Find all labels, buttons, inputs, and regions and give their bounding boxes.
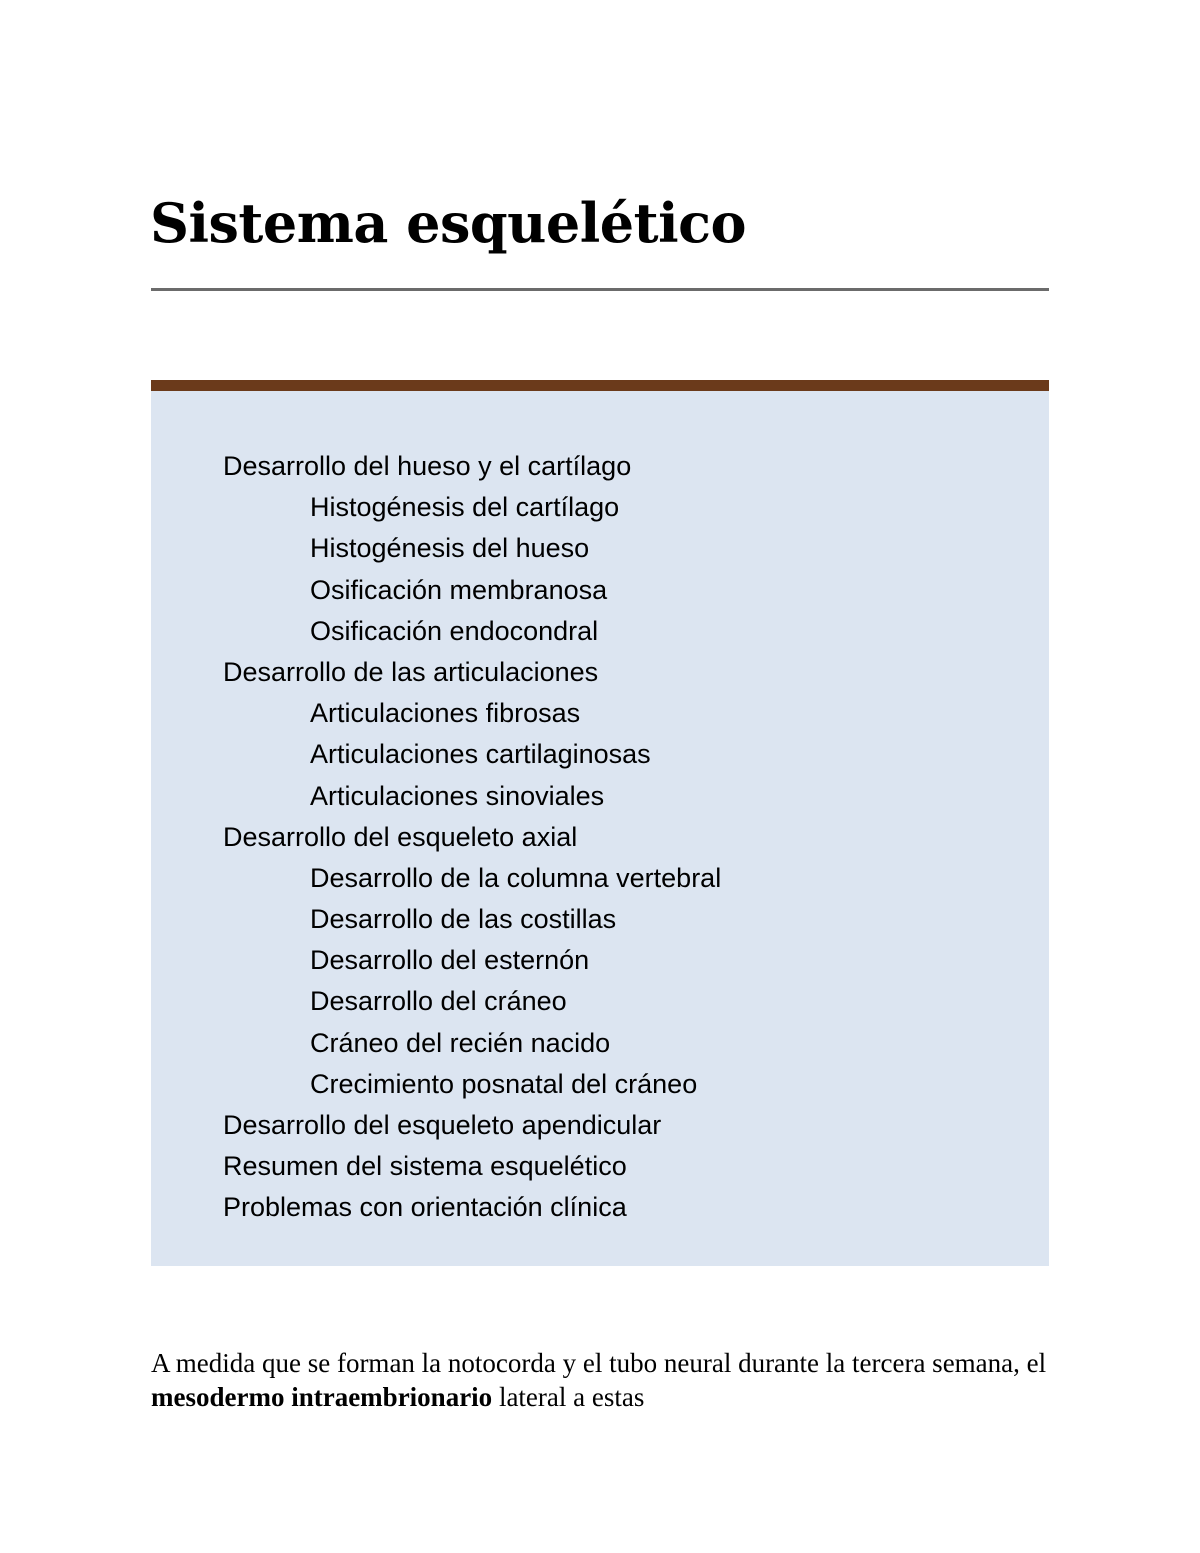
toc-item-osificacion-endocondral: Osificación endocondral: [310, 615, 599, 646]
toc-item-columna-vertebral: Desarrollo de la columna vertebral: [310, 862, 722, 893]
toc-item-articulaciones-cartilaginosas: Articulaciones cartilaginosas: [310, 739, 651, 770]
chapter-contents-box: [151, 380, 1049, 1266]
toc-item-osificacion-membranosa: Osificación membranosa: [310, 574, 608, 605]
toc-item-histogenesis-hueso: Histogénesis del hueso: [310, 533, 590, 564]
body-text-start: A medida que se forman la notocorda y el tubo neural durante la tercera semana, el: [151, 1348, 1047, 1378]
toc-item-costillas: Desarrollo de las costillas: [310, 904, 617, 935]
body-paragraph: [151, 1346, 1051, 1414]
toc-item-esqueleto-apendicular: Desarrollo del esqueleto apendicular: [223, 1110, 662, 1140]
toc-item-craneo: Desarrollo del cráneo: [310, 986, 567, 1017]
toc-item-craneo-recien-nacido: Cráneo del recién nacido: [310, 1027, 611, 1058]
toc-item-histogenesis-cartilago: Histogénesis del cartílago: [310, 492, 620, 523]
toc-item-resumen: Resumen del sistema esquelético: [223, 1151, 627, 1182]
body-bold-term: mesodermo intraembrionario: [151, 1382, 493, 1412]
chapter-contents-list: [223, 446, 721, 1229]
chapter-title: Sistema esquelético: [150, 191, 746, 255]
toc-item-desarrollo-hueso-cartilago: Desarrollo del hueso y el cartílago: [223, 451, 632, 481]
toc-item-articulaciones-fibrosas: Articulaciones fibrosas: [310, 698, 581, 729]
toc-item-problemas-clinicos: Problemas con orientación clínica: [223, 1192, 627, 1223]
toc-item-desarrollo-esqueleto-axial: Desarrollo del esqueleto axial: [223, 821, 578, 852]
toc-item-desarrollo-articulaciones: Desarrollo de las articulaciones: [223, 656, 599, 687]
toc-item-esternon: Desarrollo del esternón: [310, 945, 590, 976]
toc-item-crecimiento-posnatal-craneo: Crecimiento posnatal del cráneo: [310, 1068, 698, 1099]
title-divider: [151, 288, 1049, 291]
toc-item-articulaciones-sinoviales: Articulaciones sinoviales: [310, 780, 605, 811]
body-text-end: lateral a estas: [492, 1382, 645, 1412]
